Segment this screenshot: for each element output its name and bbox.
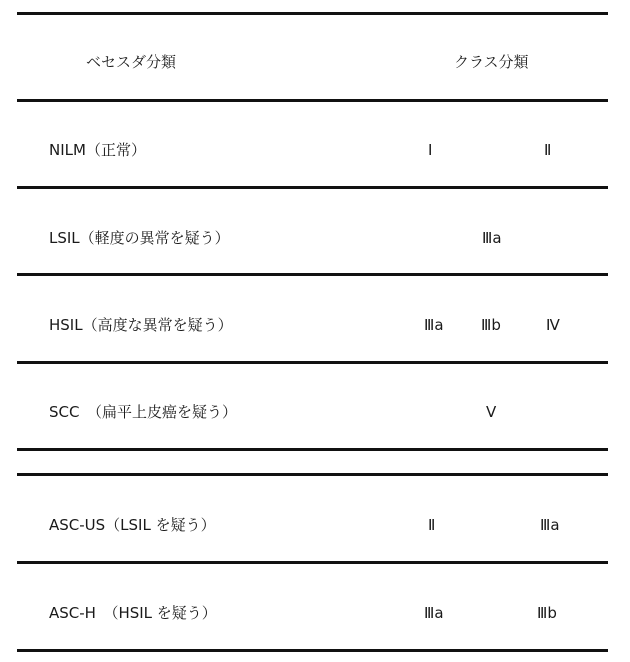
row-label-scc: SCC （扁平上皮癌を疑う） <box>49 403 237 421</box>
row-label-lsil: LSIL（軽度の異常を疑う） <box>49 229 230 247</box>
row-label-hsil: HSIL（高度な異常を疑う） <box>49 316 233 334</box>
row-label-nilm: NILM（正常） <box>49 141 146 159</box>
row-class-hsil-2: Ⅲb <box>481 316 501 334</box>
row-class-asc-us-1: Ⅱ <box>428 516 436 534</box>
table-rule-header <box>17 99 608 102</box>
row-label-asc-us: ASC-US（LSIL を疑う） <box>49 516 216 534</box>
row-label-asc-h: ASC-H （HSIL を疑う） <box>49 604 217 622</box>
table-rule <box>17 448 608 451</box>
row-class-scc-1: Ⅴ <box>486 403 497 421</box>
row-class-lsil-1: Ⅲa <box>482 229 502 247</box>
table-rule-bottom <box>17 649 608 652</box>
table-rule <box>17 473 608 476</box>
table-rule <box>17 273 608 276</box>
table-rule-top <box>17 12 608 15</box>
table-rule <box>17 361 608 364</box>
header-class: クラス分類 <box>454 53 529 71</box>
row-class-nilm-2: Ⅱ <box>544 141 552 159</box>
row-class-asc-us-2: Ⅲa <box>540 516 560 534</box>
table-rule <box>17 186 608 189</box>
row-class-hsil-1: Ⅲa <box>424 316 444 334</box>
row-class-asc-h-1: Ⅲa <box>424 604 444 622</box>
row-class-hsil-3: Ⅳ <box>546 316 560 334</box>
header-bethesda: ベセスダ分類 <box>86 53 177 71</box>
row-class-nilm-1: Ⅰ <box>428 141 433 159</box>
row-class-asc-h-2: Ⅲb <box>537 604 557 622</box>
table-rule <box>17 561 608 564</box>
